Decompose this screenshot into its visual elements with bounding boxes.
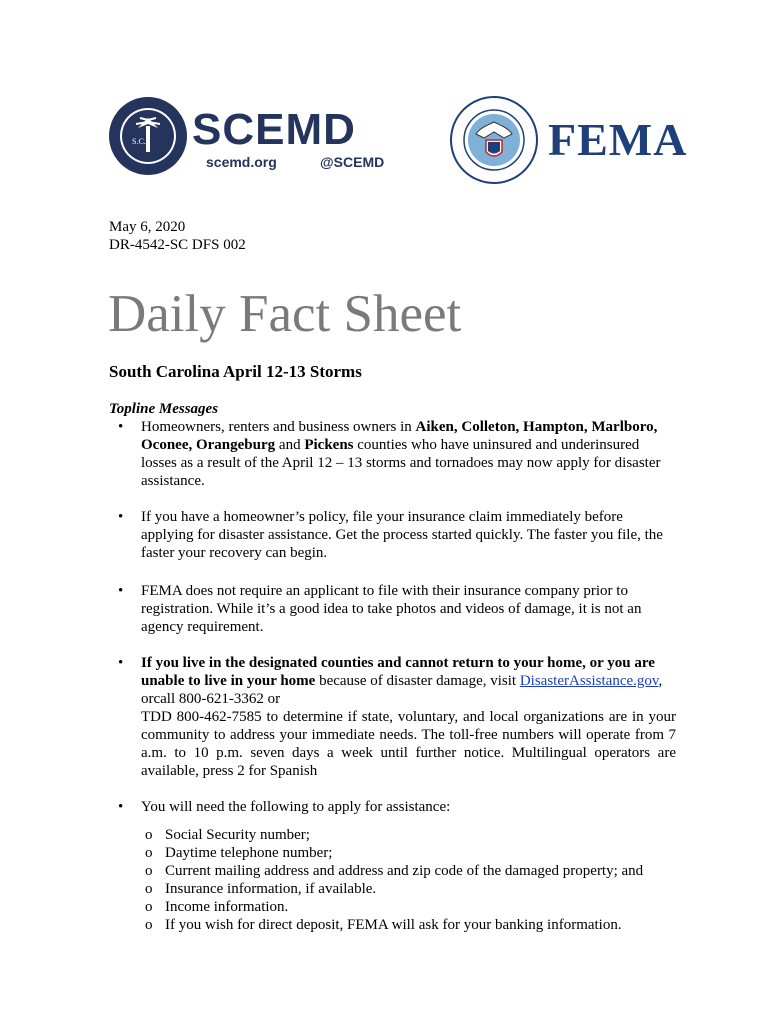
list-item-text: Social Security number; <box>165 827 310 843</box>
document-number: DR-4542-SC DFS 002 <box>109 237 246 253</box>
scemd-wordmark: SCEMD <box>192 105 356 154</box>
scemd-website: scemd.org <box>206 154 277 170</box>
bullet-1-counties: Aiken, Colleton, Hampton, Marlboro, Oconee, Orangeburg <box>141 419 658 453</box>
fema-wordmark: FEMA <box>548 114 688 165</box>
bullet-glyph: • <box>118 799 124 815</box>
list-item-text: Insurance information, if available. <box>165 881 377 897</box>
requirements-list <box>145 826 685 934</box>
bullet-glyph: • <box>118 509 124 525</box>
dhs-seal-icon <box>450 96 538 184</box>
sub-bullet-glyph: o <box>145 881 153 897</box>
list-item <box>145 880 685 898</box>
sub-bullet-glyph: o <box>145 899 153 915</box>
bullet-1-and: and <box>275 437 305 453</box>
bullet-4-comma: , <box>658 673 663 689</box>
scemd-seal-icon <box>108 96 188 176</box>
bullet-1-text-pre: Homeowners, renters and business owners in <box>141 419 416 435</box>
section-heading: Topline Messages <box>109 401 219 417</box>
bullet-2-text: If you have a homeowner’s policy, file your insurance claim immediately before applying for disaster assistance. Get the process started quickly. The faster you file, the faster your recovery can begin. <box>141 509 663 561</box>
bullet-1-text-post: counties who have uninsured and underinsured losses as a result of the April 12 – 13 storms and tornadoes may now apply for disaster assistance. <box>141 437 661 489</box>
list-item <box>145 898 685 916</box>
bullet-4-bold-text: If you live in the designated counties and cannot return to your home, or you are unable to live in your home <box>141 655 655 689</box>
list-item-text: If you wish for direct deposit, FEMA will ask for your banking information. <box>165 917 622 933</box>
scemd-seal-initials: S.C. <box>132 137 146 146</box>
list-item-text: Current mailing address and address and zip code of the damaged property; and <box>165 863 644 879</box>
list-item <box>145 826 685 844</box>
list-item <box>145 862 685 880</box>
bullet-5-text: You will need the following to apply for assistance: <box>141 799 451 815</box>
bullet-4-tdd-text: TDD 800-462-7585 to determine if state, voluntary, and local organizations are in your community to address your immediate needs. The toll-free numbers will operate from 7 a.m. to 10 p.m. seven days a week until further notice. Multilingual operators are available, press 2 for Spanish <box>141 709 676 779</box>
bullet-4-mid-text: because of disaster damage, visit <box>315 673 520 689</box>
scemd-logo <box>108 96 398 186</box>
scemd-twitter: @SCEMD <box>320 154 385 170</box>
page-title: Daily Fact Sheet <box>108 285 462 343</box>
release-date: May 6, 2020 <box>109 219 186 235</box>
page-subtitle: South Carolina April 12-13 Storms <box>109 362 362 381</box>
bullet-1-pickens: Pickens <box>304 437 354 453</box>
sub-bullet-glyph: o <box>145 863 153 879</box>
bullet-glyph: • <box>118 655 124 671</box>
sub-bullet-glyph: o <box>145 917 153 933</box>
list-item-text: Daytime telephone number; <box>165 845 333 861</box>
list-item-text: Income information. <box>165 899 289 915</box>
bullet-4-phone-line: orcall 800-621-3362 or <box>141 691 281 707</box>
list-item <box>145 916 685 934</box>
sub-bullet-glyph: o <box>145 845 153 861</box>
bullet-3-text: FEMA does not require an applicant to file with their insurance company prior to registration. While it’s a good idea to take photos and videos of damage, it is not an agency requirement. <box>141 583 642 635</box>
list-item <box>145 844 685 862</box>
sub-bullet-glyph: o <box>145 827 153 843</box>
disaster-assistance-link[interactable]: DisasterAssistance.gov <box>519 673 659 689</box>
bullet-glyph: • <box>118 419 124 435</box>
bullet-glyph: • <box>118 583 124 599</box>
